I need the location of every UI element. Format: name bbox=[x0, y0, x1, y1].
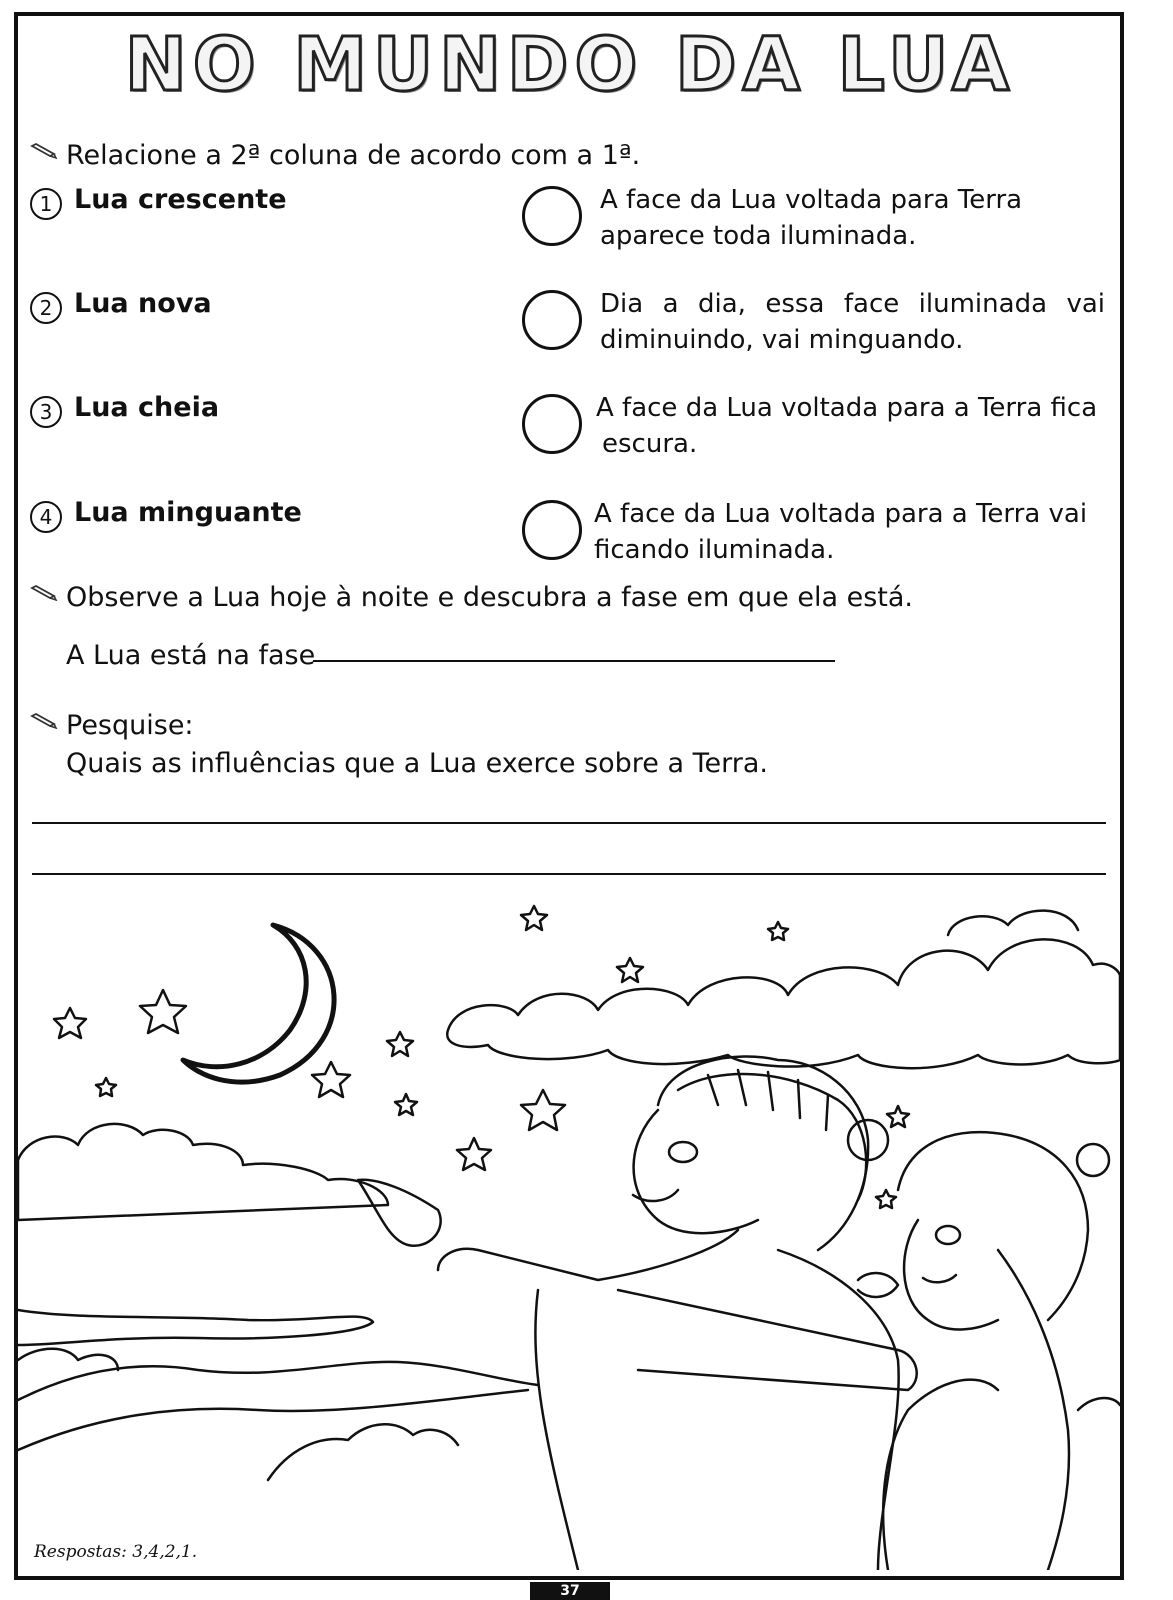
instruction-research: Pesquise: bbox=[66, 710, 194, 741]
description-4: A face da Lua voltada para a Terra vai ficando iluminada. bbox=[594, 499, 1088, 565]
description-1: A face da Lua voltada para Terra aparece toda iluminada. bbox=[600, 185, 1023, 251]
phase-answer-line[interactable] bbox=[313, 660, 835, 662]
phase-label-cheia: Lua cheia bbox=[74, 392, 220, 423]
item-number-4: 4 bbox=[30, 501, 62, 533]
bush-shape bbox=[268, 1424, 458, 1480]
phase-label-nova: Lua nova bbox=[74, 288, 212, 319]
girl-eye bbox=[936, 1226, 960, 1244]
hill-shape bbox=[18, 1390, 528, 1450]
cloud-shape bbox=[18, 1310, 373, 1345]
star-icon bbox=[521, 906, 547, 930]
research-question: Quais as influências que a Lua exerce sobre a Terra. bbox=[66, 748, 768, 779]
hat-stripes bbox=[708, 1070, 828, 1130]
item-number-3: 3 bbox=[30, 396, 62, 428]
star-icon bbox=[96, 1078, 116, 1096]
hill-shape bbox=[18, 1362, 538, 1400]
description-3: A face da Lua voltada para a Terra fica escura. bbox=[596, 393, 1098, 459]
boy-face bbox=[634, 1110, 758, 1233]
girl-mouth bbox=[923, 1275, 956, 1282]
answer-circle-1[interactable] bbox=[522, 186, 582, 246]
star-icon bbox=[395, 1094, 417, 1115]
page-title: NO MUNDO DA LUA bbox=[124, 22, 1016, 108]
cloud-shape bbox=[18, 1124, 388, 1220]
answer-circle-3[interactable] bbox=[522, 394, 582, 454]
pencil-icon bbox=[30, 584, 58, 602]
phase-prompt: A Lua está na fase bbox=[66, 640, 316, 671]
star-icon bbox=[768, 922, 788, 940]
girl-body bbox=[883, 1380, 998, 1570]
item-number-1: 1 bbox=[30, 188, 62, 220]
answer-circle-4[interactable] bbox=[522, 500, 582, 560]
star-icon bbox=[887, 1106, 909, 1127]
instruction-observe: Observe a Lua hoje à noite e descubra a fase em que ela está. bbox=[66, 582, 913, 613]
girl-hand bbox=[858, 1273, 898, 1297]
description-2: Dia a dia, essa face iluminada vai bbox=[600, 289, 1105, 319]
girl-face bbox=[904, 1220, 998, 1329]
answer-key: Respostas: 3,4,2,1. bbox=[34, 1542, 198, 1562]
boy-head bbox=[658, 1056, 868, 1250]
bush-shape bbox=[1078, 1398, 1120, 1410]
cloud-shape bbox=[948, 911, 1078, 935]
page-number: 37 bbox=[530, 1582, 610, 1600]
phase-label-crescente: Lua crescente bbox=[74, 184, 287, 215]
star-icon bbox=[457, 1138, 491, 1170]
bush-shape bbox=[18, 1349, 118, 1370]
star-icon bbox=[876, 1190, 896, 1208]
star-icon bbox=[312, 1062, 350, 1097]
boy-arm bbox=[438, 1230, 738, 1280]
star-icon bbox=[617, 958, 643, 982]
pencil-icon bbox=[30, 142, 58, 160]
night-sky-illustration bbox=[18, 890, 1120, 1570]
phase-label-minguante: Lua minguante bbox=[74, 497, 302, 528]
star-icon bbox=[387, 1032, 413, 1056]
boy-body bbox=[535, 1250, 898, 1570]
cloud-shape bbox=[447, 939, 1120, 1068]
star-icon bbox=[521, 1090, 565, 1130]
star-icon bbox=[140, 990, 186, 1033]
pencil-icon bbox=[30, 712, 58, 730]
girl-hat bbox=[898, 1132, 1088, 1320]
answer-circle-2[interactable] bbox=[522, 290, 582, 350]
pointing-hand bbox=[358, 1180, 441, 1246]
star-icon bbox=[54, 1008, 86, 1038]
boy-hat bbox=[678, 1074, 866, 1200]
description-2-cont: diminuindo, vai minguando. bbox=[600, 325, 964, 355]
answer-line-1[interactable] bbox=[32, 822, 1106, 824]
girl-hair bbox=[998, 1250, 1069, 1570]
boy-arm-2 bbox=[618, 1290, 917, 1390]
item-number-2: 2 bbox=[30, 292, 62, 324]
answer-line-2[interactable] bbox=[32, 873, 1106, 875]
boy-eye bbox=[669, 1142, 697, 1162]
crescent-moon-icon bbox=[183, 925, 334, 1082]
instruction-match: Relacione a 2ª coluna de acordo com a 1ª. bbox=[66, 140, 641, 171]
hat-pompom bbox=[1077, 1144, 1109, 1176]
